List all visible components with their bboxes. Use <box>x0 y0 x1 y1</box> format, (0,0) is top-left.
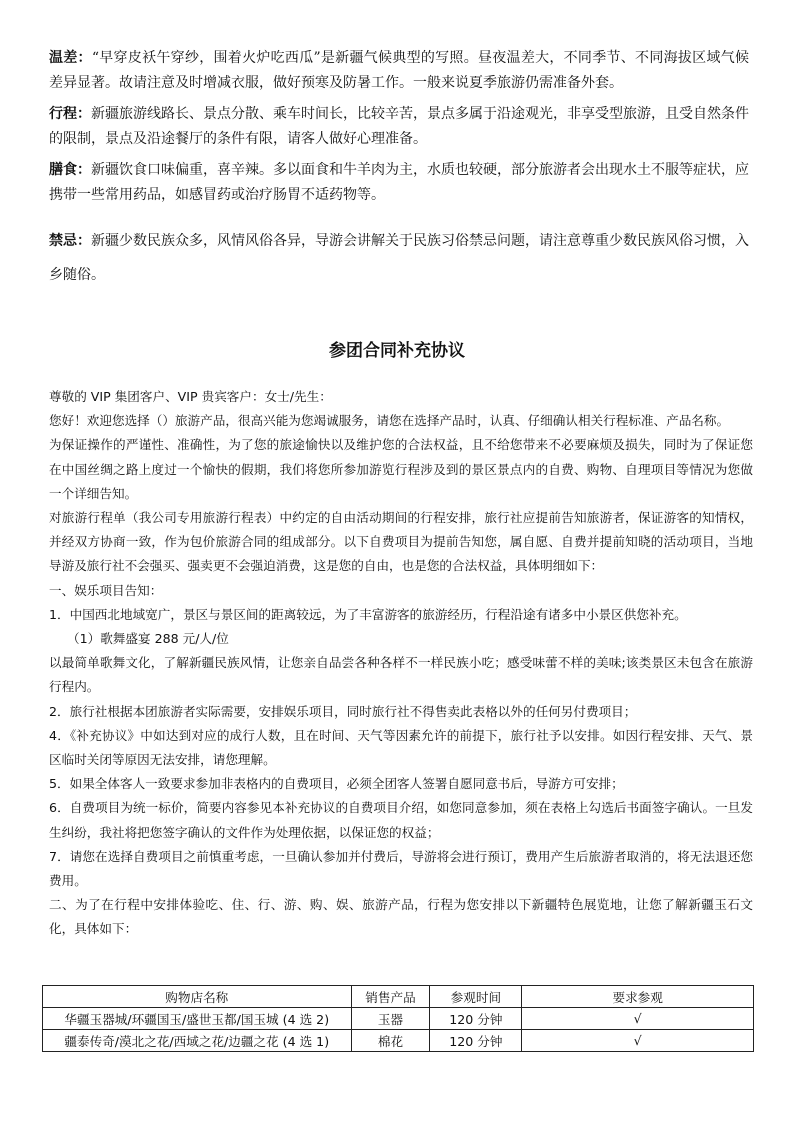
note-text: “早穿皮袄午穿纱，围着火炉吃西瓜”是新疆气候典型的写照。昼夜温差大，不同季节、不同海拔区域气候差异显著。故请注意及时增减衣服，做好预寒及防暑工作。一般来说夏季旅游仍需准备外套。 <box>49 50 750 91</box>
note-text: 新疆饮食口味偏重，喜辛辣。多以面食和牛羊肉为主，水质也较硬，部分旅游者会出现水土不服等症状，应携带一些常用药品，如感冒药或治疗肠胃不适药物等。 <box>49 162 749 203</box>
list-item: 5．如果全体客人一致要求参加非表格内的自费项目，必须全团客人签署自愿同意书后，导游方可安排； <box>49 776 624 792</box>
table-header-cell: 购物店名称 <box>43 986 352 1008</box>
list-item: 2．旅行社根据本团旅游者实际需要，安排娱乐项目，同时旅行社不得售卖此表格以外的任何另付费项目； <box>49 703 637 719</box>
table-cell: 疆泰传奇/漠北之花/西域之花/边疆之花 (4 选 1) <box>43 1030 352 1052</box>
table-cell: √ <box>522 1030 754 1052</box>
paragraph: 为保证操作的严谨性、准确性，为了您的旅途愉快以及维护您的合法权益，且不给您带来不必要麻烦及损失，同时为了保证您在中国丝绸之路上度过一个愉快的假期，我们将您所参加游览行程涉及到的景区景点内的自费、购物、自理项目等情况为您做一个详细告知。 <box>49 437 753 501</box>
paragraph: 您好！欢迎您选择（）旅游产品，很高兴能为您竭诚服务，请您在选择产品时，认真、仔细确认相关行程标准、产品名称。 <box>49 413 730 429</box>
shopping-table <box>42 985 754 1052</box>
note-label: 温差： <box>49 50 92 66</box>
page-title: 参团合同补充协议 <box>329 341 465 361</box>
section-heading: 一、娱乐项目告知： <box>49 582 163 598</box>
note-itinerary <box>49 102 749 152</box>
paragraph: 以最简单歌舞文化，了解新疆民族风情，让您亲自品尝各种各样不一样民族小吃；感受味蕾不样的美味;该类景区未包含在旅游行程内。 <box>49 655 753 695</box>
list-subitem: （1）歌舞盛宴 288 元/人/位 <box>67 631 229 647</box>
note-taboo <box>49 224 749 292</box>
table-cell: 120 分钟 <box>430 1008 522 1030</box>
list-item: 7．请您在选择自费项目之前慎重考虑，一旦确认参加并付费后，导游将会进行预订，费用产生后旅游者取消的，将无法退还您费用。 <box>49 848 753 889</box>
note-label: 禁忌： <box>49 233 91 249</box>
travel-notes <box>49 46 749 292</box>
section-heading: 二、为了在行程中安排体验吃、住、行、游、购、娱、旅游产品，行程为您安排以下新疆特色展览地，让您了解新疆玉石文化，具体如下： <box>49 897 753 937</box>
table-cell: 华疆玉器城/环疆国玉/盛世玉都/国玉城 (4 选 2) <box>43 1008 352 1030</box>
table-header-row <box>43 986 754 1008</box>
note-label: 行程： <box>49 106 91 122</box>
table-header-cell: 参观时间 <box>430 986 522 1008</box>
table-cell: 棉花 <box>351 1030 430 1052</box>
table-cell: √ <box>522 1008 754 1030</box>
note-text: 新疆少数民族众多，风情风俗各异，导游会讲解关于民族习俗禁忌问题，请注意尊重少数民族风俗习惯，入乡随俗。 <box>49 233 749 283</box>
table-header-cell: 要求参观 <box>522 986 754 1008</box>
list-item: 1．中国西北地域宽广，景区与景区间的距离较远，为了丰富游客的旅游经历，行程沿途有诸多中小景区供您补充。 <box>49 606 687 622</box>
list-item: 4．《补充协议》中如达到对应的成行人数，且在时间、天气等因素允许的前提下，旅行社予以安排。如因行程安排、天气、景区临时关闭等原因无法安排，请您理解。 <box>49 727 753 768</box>
table-row <box>43 1008 754 1030</box>
paragraph: 对旅游行程单（我公司专用旅游行程表）中约定的自由活动期间的行程安排，旅行社应提前告知旅游者，保证游客的知情权，并经双方协商一致，作为包价旅游合同的组成部分。以下自费项目为提前告知您，属自愿、自费并提前知晓的活动项目，当地导游及旅行社不会强买、强卖更不会强迫消费，这是您的自由，也是您的合法权益，具体明细如下： <box>49 510 753 574</box>
list-item: 6．自费项目为统一标价，简要内容参见本补充协议的自费项目介绍，如您同意参加，须在表格上勾选后书面签字确认。一旦发生纠纷，我社将把您签字确认的文件作为处理依据，以保证您的权益； <box>49 800 753 840</box>
table-header-cell: 销售产品 <box>351 986 430 1008</box>
note-meals <box>49 158 749 208</box>
agreement-body <box>49 385 753 942</box>
table-cell: 120 分钟 <box>430 1030 522 1052</box>
table-row <box>43 1030 754 1052</box>
table-cell: 玉器 <box>351 1008 430 1030</box>
note-temperature <box>49 46 749 96</box>
salutation: 尊敬的 VIP 集团客户、VIP 贵宾客户：女士/先生： <box>49 389 332 404</box>
note-text: 新疆旅游线路长、景点分散、乘车时间长，比较辛苦，景点多属于沿途观光，非享受型旅游，且受自然条件的限制，景点及沿途餐厅的条件有限，请客人做好心理准备。 <box>49 106 749 147</box>
note-label: 膳食： <box>49 162 91 178</box>
